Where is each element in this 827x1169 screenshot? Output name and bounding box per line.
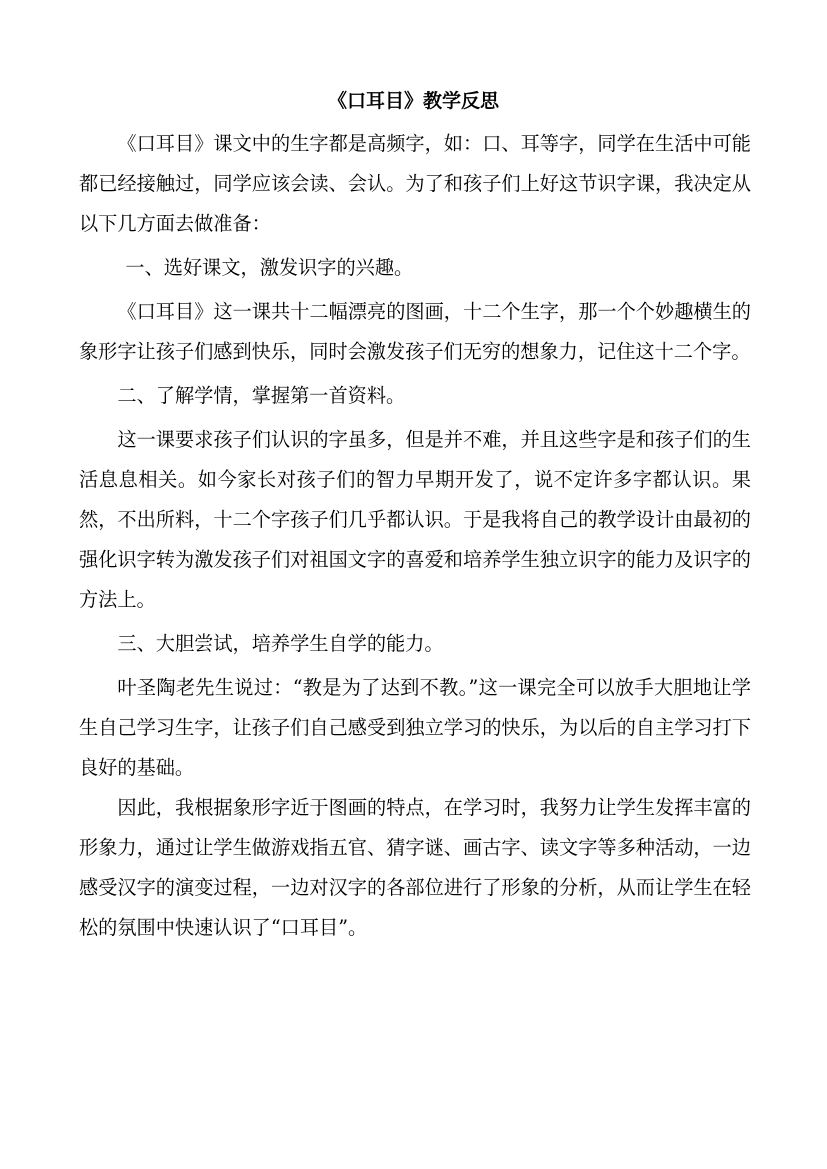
section-2-paragraph: 这一课要求孩子们认识的字虽多，但是并不难，并且这些字是和孩子们的生活息息相关。如今家长对孩子们的智力早期开发了，说不定许多字都认识。果然，不出所料，十二个字孩子们几乎都认识。于是我将自己的教学设计由最初的强化识字转为激发孩子们对祖国文字的喜爱和培养学生独立识字的能力及识字的方法上。 bbox=[79, 428, 751, 611]
closing-paragraph: 因此，我根据象形字近于图画的特点，在学习时，我努力让学生发挥丰富的形象力，通过让学生做游戏指五官、猜字谜、画古字、读文字等多种活动，一边感受汉字的演变过程，一边对汉字的各部位进行了形象的分析，从而让学生在轻松的氛围中快速认识了“口耳目”。 bbox=[79, 796, 751, 939]
section-1-paragraph: 《口耳目》这一课共十二幅漂亮的图画，十二个生字，那一个个妙趣横生的象形字让孩子们感到快乐，同时会激发孩子们无穷的想象力，记住这十二个字。 bbox=[79, 300, 751, 363]
intro-paragraph: 《口耳目》课文中的生字都是高频字，如：口、耳等字，同学在生活中可能都已经接触过，同学应该会读、会认。为了和孩子们上好这节识字课，我决定从以下几方面去做准备： bbox=[79, 132, 751, 235]
section-heading-1: 一、选好课文，激发识字的兴趣。 bbox=[125, 256, 414, 279]
section-heading-3: 三、大胆尝试，培养学生自学的能力。 bbox=[117, 632, 444, 655]
document-body bbox=[79, 124, 751, 948]
section-3-paragraph: 叶圣陶老先生说过：“教是为了达到不教。”这一课完全可以放手大胆地让学生自己学习生字，让孩子们自己感受到独立学习的快乐，为以后的自主学习打下良好的基础。 bbox=[79, 676, 751, 779]
section-heading-2: 二、了解学情，掌握第一首资料。 bbox=[117, 384, 406, 407]
document-title: 《口耳目》教学反思 bbox=[327, 90, 499, 112]
